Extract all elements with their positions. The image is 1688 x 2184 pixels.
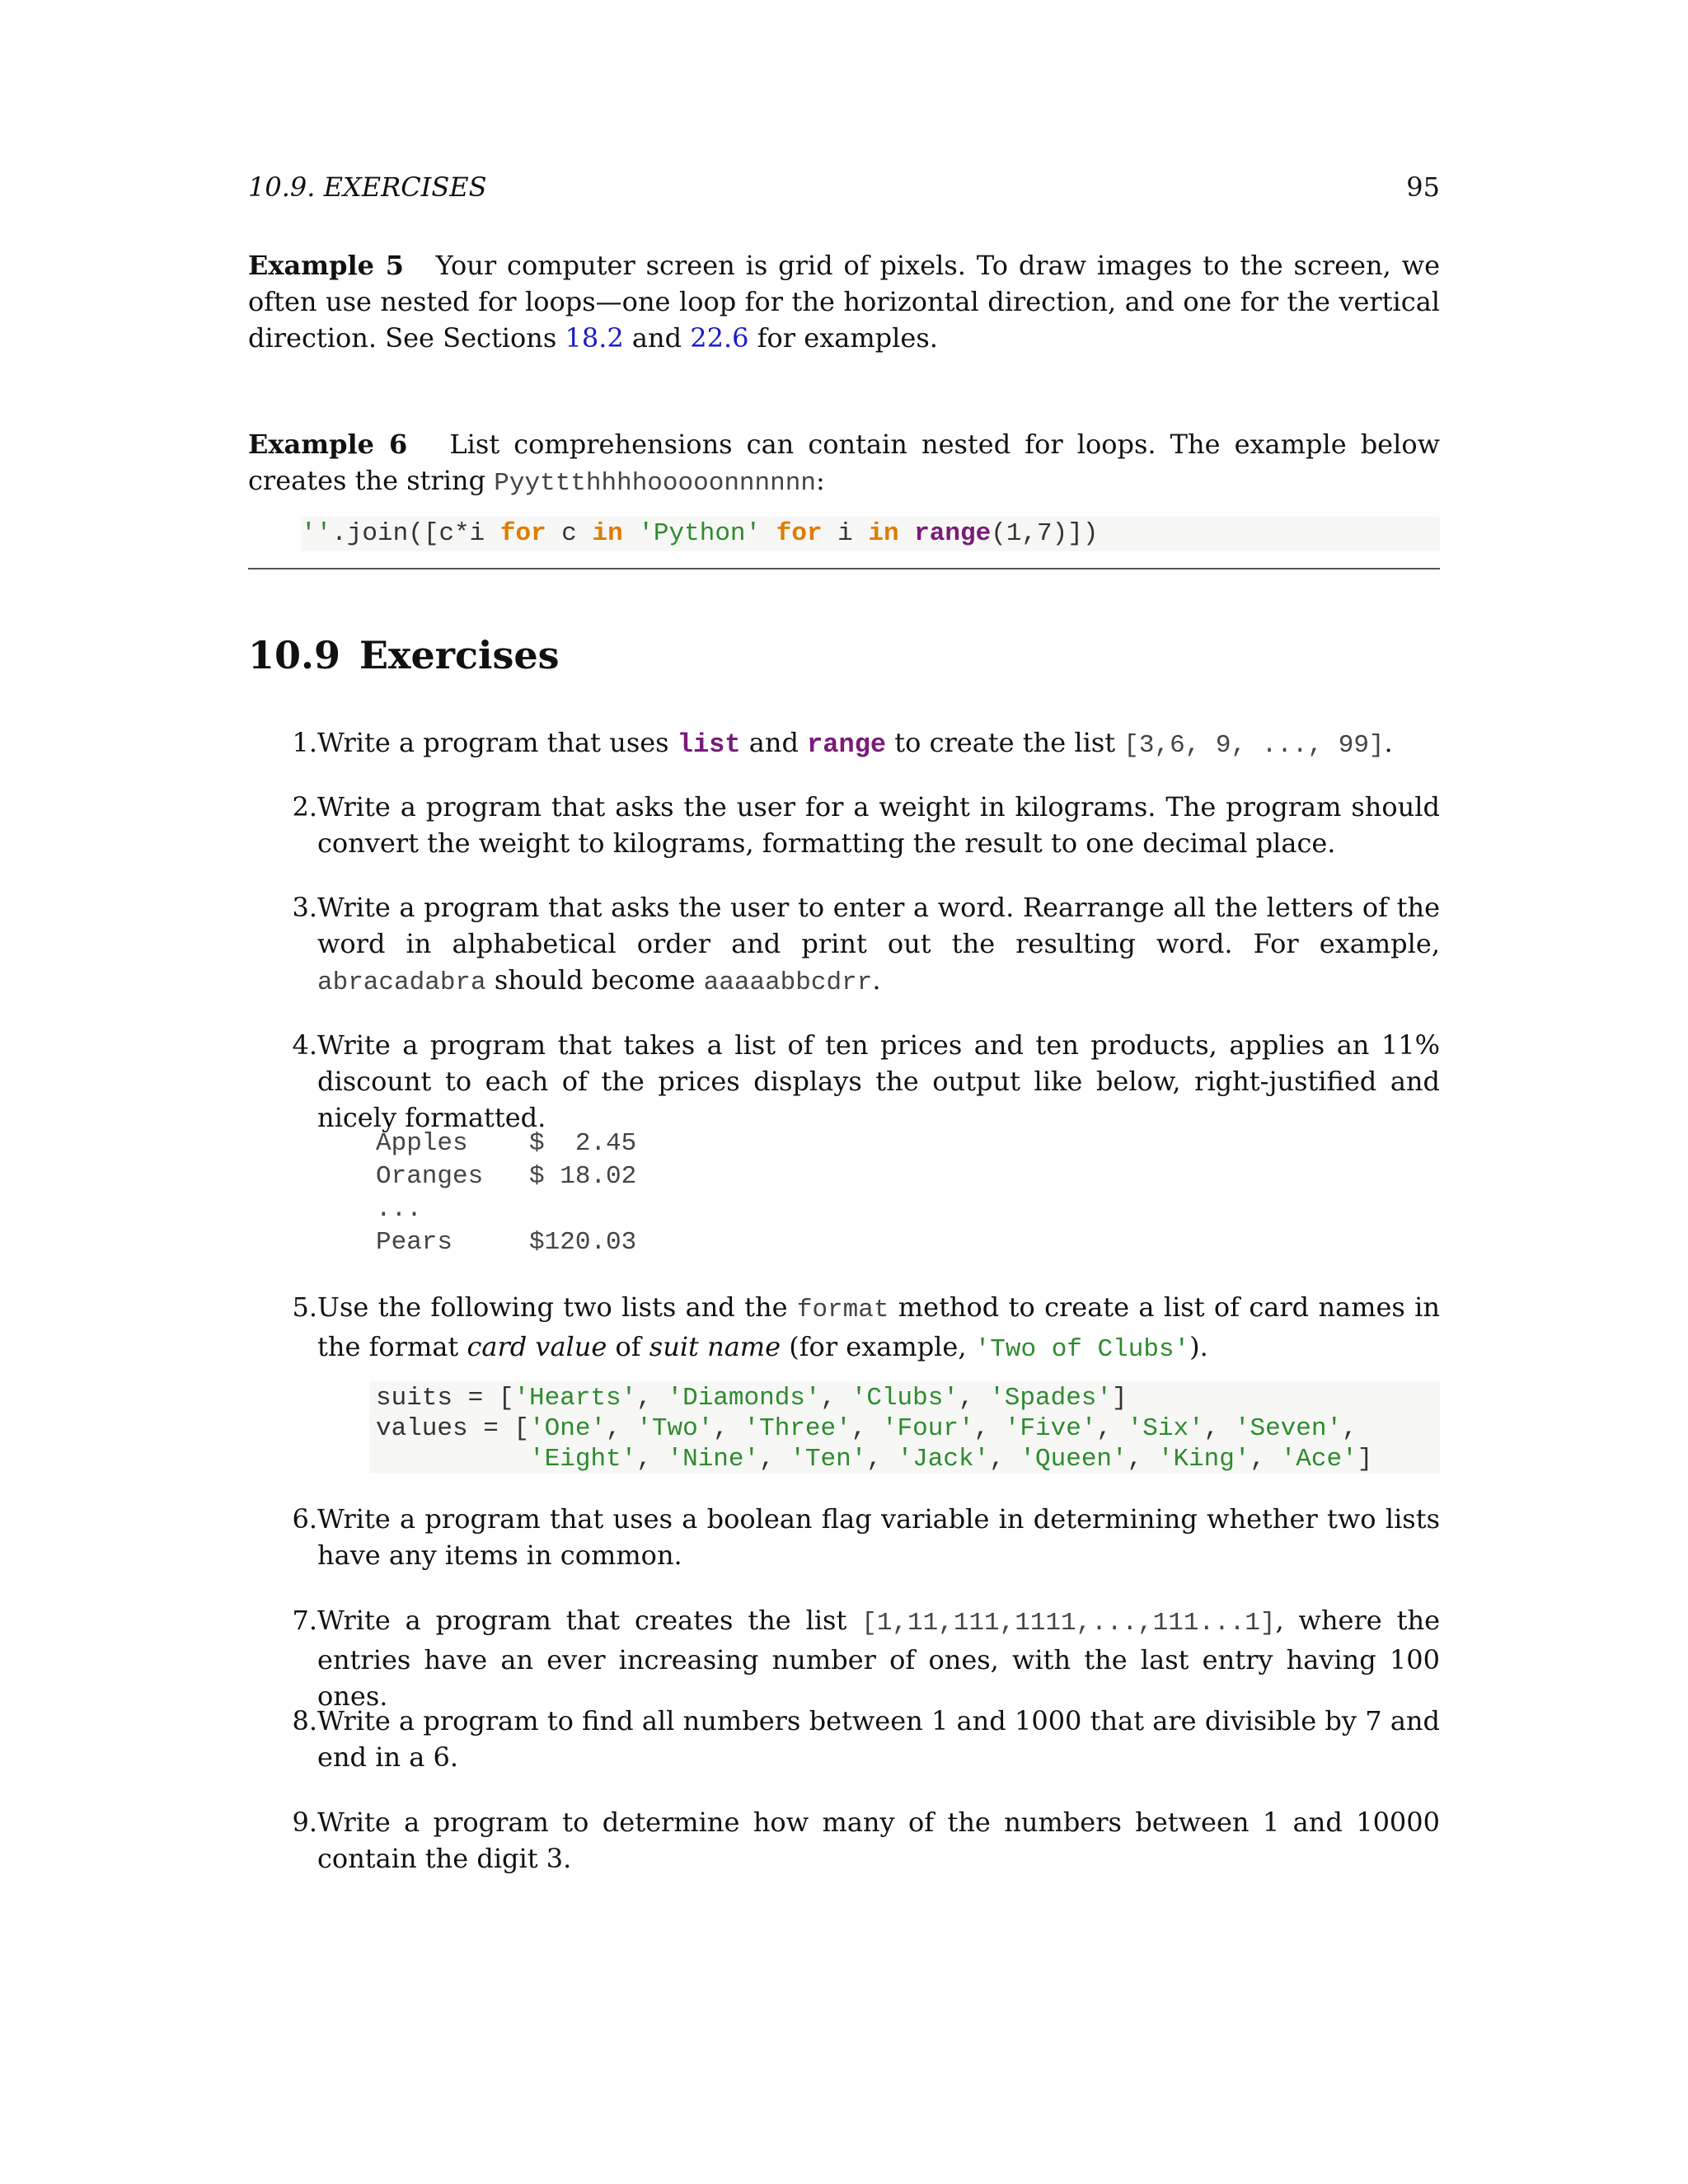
section-title: Exercises [359,633,560,677]
exercise-text [317,1289,1440,1368]
exercise-4-output [376,1127,636,1259]
inline-code-string: 'Two of Clubs' [974,1335,1190,1364]
running-header [248,171,1440,208]
exercise-number: 8. [292,1705,317,1736]
text-run: (for example, [781,1331,975,1362]
text-run: Write a program that uses [317,727,678,758]
code-token: suits = [ [376,1384,514,1413]
link-section-22-6[interactable]: 22.6 [690,322,749,354]
code-string: 'Three' [743,1414,851,1443]
code-string: 'Jack' [897,1445,990,1474]
code-string: 'Eight' [529,1445,637,1474]
italic-term: card value [467,1331,607,1362]
code-token [899,519,915,548]
example-6-code-block [301,517,1440,551]
inline-code: abracadabra [317,968,486,997]
code-token: values = [ [376,1414,530,1443]
exercise-text [317,724,1440,764]
output-line: Oranges $ 18.02 [376,1162,637,1191]
page-number: 95 [1406,171,1440,203]
example-5-text-end: for examples. [748,322,938,354]
exercise-number: 1. [292,727,317,758]
code-builtin: range [914,519,992,548]
code-token [623,519,639,548]
code-string: 'Nine' [667,1445,760,1474]
header-section-title: 10.9. EXERCISES [248,171,487,203]
inline-code: [3,6, 9, ..., 99] [1123,731,1385,760]
exercise-text [317,889,1440,1001]
exercise-text: Write a program to determine how many of the numbers between 1 and 10000 contain the digit 3. [317,1807,1440,1874]
example-6 [248,426,1440,502]
example-5 [248,247,1440,356]
code-string: 'Five' [1004,1414,1097,1443]
exercise-text [317,1602,1440,1714]
code-builtin: range [807,729,887,760]
text-run: . [872,964,881,996]
text-run: should become [485,964,704,996]
text-run: to create the list [886,727,1124,758]
code-builtin: list [677,729,741,760]
code-string: 'Seven' [1234,1414,1343,1443]
output-line: Pears $120.03 [376,1228,637,1257]
link-section-18-2[interactable]: 18.2 [565,322,624,354]
code-keyword: for [776,519,823,548]
output-line: ... [376,1195,422,1224]
text-run: . [1384,727,1393,758]
text-run: , where the entries have an ever increasing number of ones, with the last entry having 100 ones. [317,1605,1441,1712]
example-6-text: List comprehensions can contain nested for loops. The example below creates the string [248,429,1441,496]
page [248,0,1440,2184]
text-run: Use the following two lists and the [317,1291,797,1323]
code-token [761,519,776,548]
horizontal-rule [248,568,1440,569]
code-keyword: in [592,519,623,548]
example-5-label: Example 5 [248,250,405,281]
example-6-colon: : [815,465,825,496]
text-run: Write a program that creates the list [317,1605,862,1636]
code-token: i [822,519,869,548]
exercise-text: Write a program that asks the user for a weight in kilograms. The program should convert the weight to kilograms, formatting the result to one decimal place. [317,791,1440,859]
text-run: of [607,1331,649,1362]
example-6-inline-code: Pyyttthhhhooooonnnnnn [494,469,816,498]
code-token: (1,7)]) [991,519,1099,548]
section-heading [248,630,560,680]
exercise-5-code-block: suits = ['Hearts', 'Diamonds', 'Clubs', 'Spades'] values = ['One', 'Two', 'Three', 'Four', 'Five', 'Six', 'Seven', 'Eight', 'Nine', 'Ten', 'Jack', 'Queen', 'King', 'Ace'] [369,1381,1440,1474]
exercise-number: 2. [292,791,317,823]
code-string: 'Clubs' [851,1384,959,1413]
example-5-text: Your computer screen is grid of pixels. To draw images to the screen, we often use nested for loops—one loop for the horizontal direction, and one for the vertical direction. See Sections [248,250,1441,354]
example-6-label: Example 6 [248,429,408,460]
text-run: ). [1189,1331,1208,1362]
code-token: c [546,519,593,548]
code-string: 'Diamonds' [667,1384,821,1413]
code-string: 'Ace' [1280,1445,1357,1474]
italic-term: suit name [649,1331,781,1362]
exercise-text: Write a program that takes a list of ten prices and ten products, applies an 11% discount to each of the prices displays the output like below, right-justified and nicely formatted. [317,1029,1440,1133]
code-string: 'Hearts' [513,1384,637,1413]
code-string: 'Ten' [790,1445,867,1474]
code-token: '' [301,519,332,548]
code-string: 'King' [1157,1445,1250,1474]
inline-code: format [796,1296,889,1324]
exercise-text: Write a program that uses a boolean flag variable in determining whether two lists have any items in common. [317,1503,1440,1571]
exercise-number: 7. [292,1605,317,1636]
code-string: 'Queen' [1020,1445,1128,1474]
code-string: 'Six' [1127,1414,1204,1443]
exercise-text: Write a program to find all numbers between 1 and 1000 that are divisible by 7 and end in a 6. [317,1705,1440,1773]
exercise-number: 5. [292,1291,317,1323]
section-number: 10.9 [248,633,341,677]
text-run: and [740,727,808,758]
text-run: Write a program that asks the user to enter a word. Rearrange all the letters of the word in alphabetical order and print out the resulting word. For example, [317,892,1440,959]
text-run: method to create a list of card names in the format [317,1291,1441,1362]
exercise-number: 3. [292,892,317,923]
example-5-text-and: and [623,322,691,354]
output-line: Apples $ 2.45 [376,1129,637,1158]
code-string: 'Spades' [989,1384,1113,1413]
code-string: 'Two' [636,1414,714,1443]
code-string: 'Four' [881,1414,974,1443]
code-token: .join([c*i [331,519,500,548]
inline-code: [1,11,111,1111,...,111...1] [861,1609,1276,1638]
exercise-number: 4. [292,1029,317,1061]
code-string: 'Python' [638,519,762,548]
code-string: 'One' [529,1414,607,1443]
code-keyword: in [868,519,899,548]
inline-code: aaaaabbcdrr [703,968,873,997]
code-keyword: for [499,519,546,548]
exercise-number: 9. [292,1807,317,1838]
exercise-number: 6. [292,1503,317,1535]
